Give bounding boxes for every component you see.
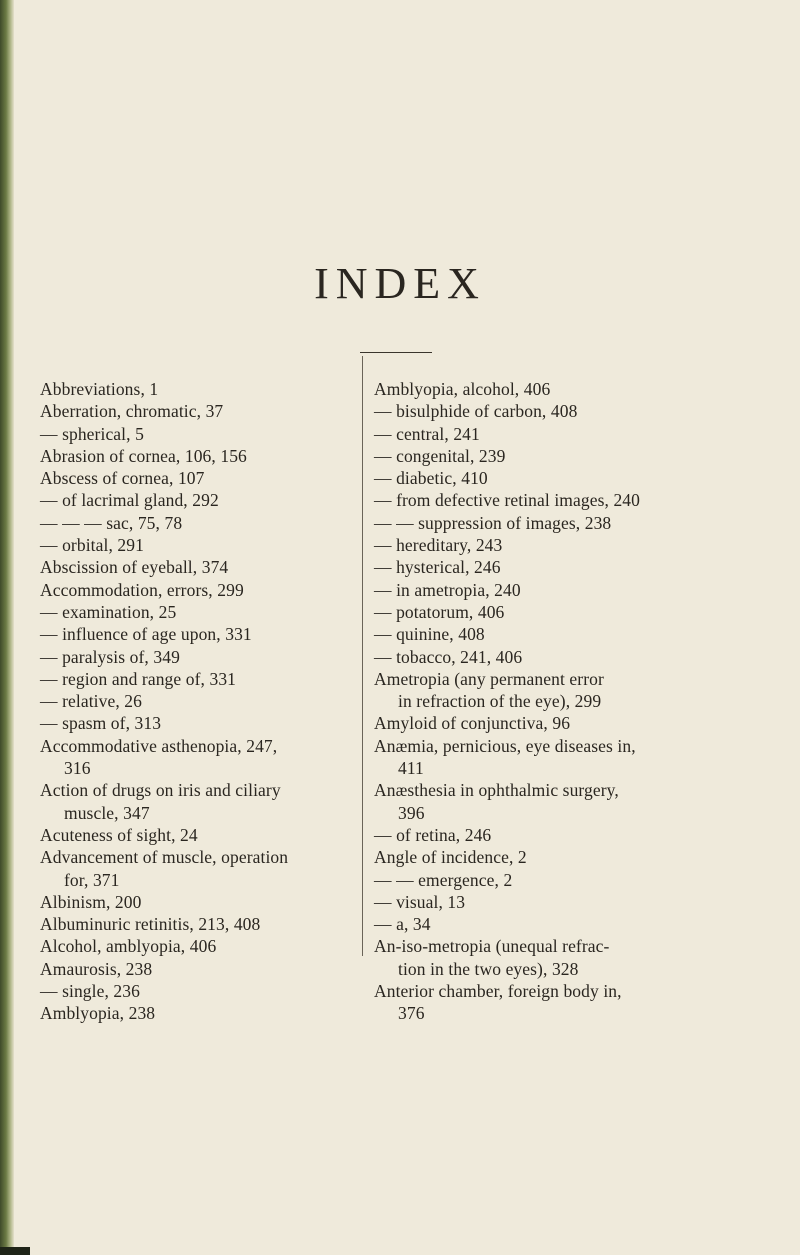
index-entry-text: — a, 34 xyxy=(374,914,431,935)
index-entry-text: Acuteness of sight, 24 xyxy=(40,824,198,845)
index-entry-continuation: 316 xyxy=(64,758,91,779)
index-entry-text: Action of drugs on iris and ciliary xyxy=(40,780,281,801)
index-entry-text: Anterior chamber, foreign body in, xyxy=(374,981,622,1002)
index-entry-text: Alcohol, amblyopia, 406 xyxy=(40,936,217,957)
index-entry-text: Amblyopia, alcohol, 406 xyxy=(374,379,551,399)
index-entry-text: — central, 241 xyxy=(374,423,480,444)
index-entry-text: — in ametropia, 240 xyxy=(374,579,521,600)
index-entry xyxy=(374,668,684,713)
index-entry-text: — from defective retinal images, 240 xyxy=(374,490,641,511)
index-entry-text: Abscess of cornea, 107 xyxy=(40,468,205,489)
index-entry-continuation: tion in the two eyes), 328 xyxy=(398,958,579,979)
index-entry xyxy=(374,400,684,422)
index-column-right xyxy=(374,378,684,1025)
index-entry-text: Angle of incidence, 2 xyxy=(374,847,527,868)
column-divider xyxy=(362,356,363,956)
index-entry xyxy=(40,980,355,1002)
index-entry-text: Accommodation, errors, 299 xyxy=(40,579,244,600)
index-entry-text: Amyloid of conjunctiva, 96 xyxy=(374,713,571,734)
index-entry-continuation: muscle, 347 xyxy=(64,802,150,823)
index-entry-text: — influence of age upon, 331 xyxy=(40,624,252,645)
index-entry xyxy=(40,646,355,668)
index-entry xyxy=(40,735,355,780)
index-entry-text: Accommodative asthenopia, 247, xyxy=(40,735,278,756)
index-entry-text: — visual, 13 xyxy=(374,891,466,912)
index-entry-text: Amaurosis, 238 xyxy=(40,958,153,979)
page-title: INDEX xyxy=(314,259,486,308)
index-entry-text: — paralysis of, 349 xyxy=(40,646,180,667)
index-entry-text: Anæmia, pernicious, eye diseases in, xyxy=(374,735,636,756)
index-entry xyxy=(40,935,355,957)
index-entry xyxy=(40,512,355,534)
index-entry-text: Aberration, chromatic, 37 xyxy=(40,401,224,422)
index-entry xyxy=(374,869,684,891)
index-entry-continuation: 396 xyxy=(398,802,425,823)
index-entry-text: — potatorum, 406 xyxy=(374,601,505,622)
index-entry xyxy=(40,824,355,846)
index-entry xyxy=(374,846,684,868)
index-entry xyxy=(40,1002,355,1024)
index-entry-text: — of retina, 246 xyxy=(374,824,492,845)
index-entry xyxy=(40,958,355,980)
index-entry-text: An-iso-metropia (unequal refrac- xyxy=(374,936,610,957)
index-entry-text: — region and range of, 331 xyxy=(40,668,237,689)
index-entry xyxy=(374,601,684,623)
index-entry xyxy=(374,423,684,445)
index-entry xyxy=(40,712,355,734)
index-entry xyxy=(374,735,684,780)
index-entry xyxy=(40,467,355,489)
index-entry xyxy=(40,579,355,601)
index-entry xyxy=(374,445,684,467)
index-entry-text: — — suppression of images, 238 xyxy=(374,512,612,533)
index-entry-text: Albuminuric retinitis, 213, 408 xyxy=(40,914,261,935)
index-entry xyxy=(40,400,355,422)
index-entry-text: — bisulphide of carbon, 408 xyxy=(374,401,578,422)
index-entry xyxy=(40,445,355,467)
index-entry-text: Amblyopia, 238 xyxy=(40,1003,156,1024)
index-entry-text: — relative, 26 xyxy=(40,691,142,712)
index-entry-text: — quinine, 408 xyxy=(374,624,485,645)
index-entry xyxy=(40,556,355,578)
index-entry-text: Albinism, 200 xyxy=(40,891,142,912)
index-entry-continuation: for, 371 xyxy=(64,869,120,890)
index-entry xyxy=(374,712,684,734)
index-entry xyxy=(40,891,355,913)
index-entry xyxy=(40,779,355,824)
index-entry-text: Advancement of muscle, operation xyxy=(40,847,289,868)
index-entry-text: — orbital, 291 xyxy=(40,535,144,556)
index-entry xyxy=(40,913,355,935)
index-entry xyxy=(374,646,684,668)
index-entry-text: — of lacrimal gland, 292 xyxy=(40,490,219,511)
index-entry-text: Abrasion of cornea, 106, 156 xyxy=(40,445,247,466)
index-entry-text: — diabetic, 410 xyxy=(374,468,488,489)
book-binding-edge xyxy=(0,0,14,1255)
index-entry xyxy=(374,534,684,556)
index-entry-text: Abscission of eyeball, 374 xyxy=(40,557,229,578)
index-entry xyxy=(374,489,684,511)
index-entry-text: Ametropia (any permanent error xyxy=(374,668,604,689)
index-entry xyxy=(40,423,355,445)
index-entry xyxy=(374,779,684,824)
index-entry xyxy=(374,467,684,489)
index-entry-continuation: 411 xyxy=(398,758,424,779)
title-rule xyxy=(360,352,432,353)
index-entry xyxy=(374,579,684,601)
index-entry-continuation: in refraction of the eye), 299 xyxy=(398,691,602,712)
index-column-left xyxy=(40,378,355,1025)
index-entry-text: — spherical, 5 xyxy=(40,423,144,444)
index-entry xyxy=(374,623,684,645)
index-entry-text: — spasm of, 313 xyxy=(40,713,162,734)
index-entry-text: Anæsthesia in ophthalmic surgery, xyxy=(374,780,619,801)
index-entry xyxy=(40,623,355,645)
index-entry xyxy=(374,913,684,935)
index-entry-text: — congenital, 239 xyxy=(374,445,506,466)
index-entry xyxy=(374,378,684,400)
index-entry-text: — hysterical, 246 xyxy=(374,557,501,578)
index-entry xyxy=(40,378,355,400)
index-entry-text: — — — sac, 75, 78 xyxy=(40,512,183,533)
index-entry-text: — examination, 25 xyxy=(40,601,177,622)
index-entry xyxy=(374,512,684,534)
index-entry xyxy=(40,668,355,690)
index-entry-text: — single, 236 xyxy=(40,981,140,1002)
index-entry-text: Abbreviations, 1 xyxy=(40,379,159,399)
index-entry-text: — tobacco, 241, 406 xyxy=(374,646,523,667)
binding-corner xyxy=(0,1247,30,1255)
index-entry xyxy=(40,846,355,891)
index-entry xyxy=(374,980,684,1025)
index-entry-continuation: 376 xyxy=(398,1003,425,1024)
index-entry xyxy=(374,891,684,913)
index-entry xyxy=(374,556,684,578)
index-entry-text: — hereditary, 243 xyxy=(374,535,503,556)
index-entry xyxy=(374,824,684,846)
index-entry xyxy=(40,601,355,623)
index-entry xyxy=(374,935,684,980)
index-entry-text: — — emergence, 2 xyxy=(374,869,513,890)
index-entry xyxy=(40,489,355,511)
index-entry xyxy=(40,690,355,712)
index-entry xyxy=(40,534,355,556)
